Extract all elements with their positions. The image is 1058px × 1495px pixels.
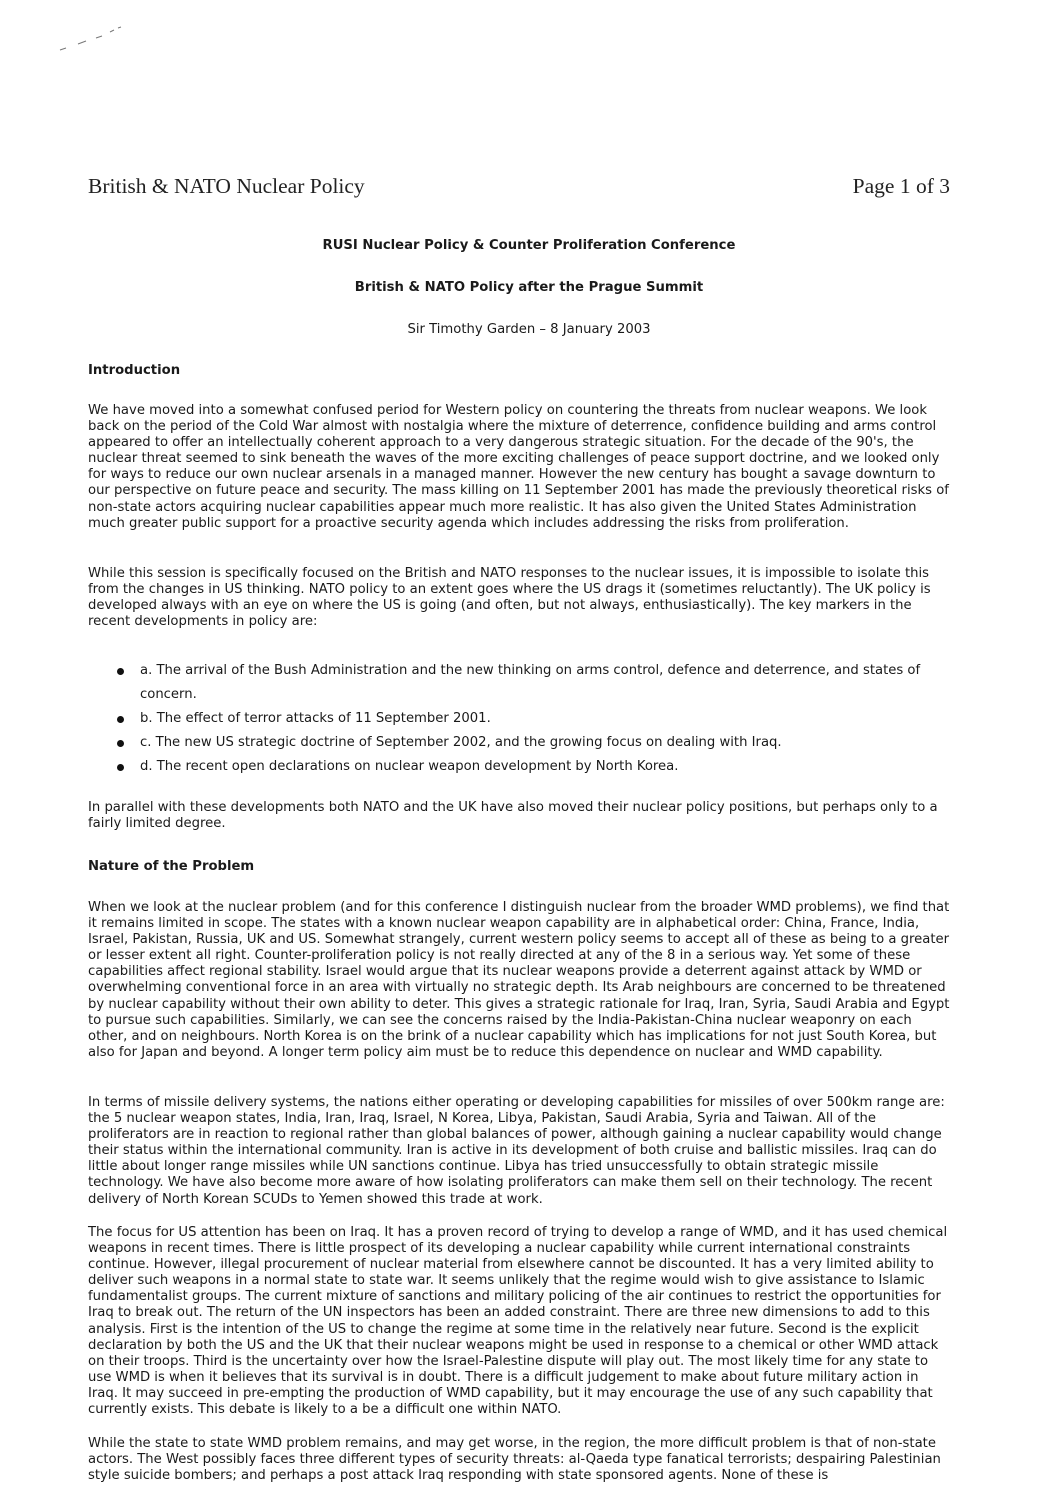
list-item-text: d. The recent open declarations on nuclear weapon development by North Korea. [140, 759, 679, 774]
paragraph-text: In parallel with these developments both NATO and the UK have also moved their nuclear policy positions, but perhaps only to a fairly limited degree. [88, 800, 938, 832]
intro-paragraph-2 [88, 566, 950, 630]
bullet-icon [117, 668, 124, 675]
page-number: Page 1 of 3 [852, 174, 950, 198]
document-header-title: British & NATO Nuclear Policy [88, 174, 365, 198]
list-item [117, 731, 957, 755]
bullet-icon [117, 740, 124, 747]
list-item-text: c. The new US strategic doctrine of September 2002, and the growing focus on dealing with Iraq. [140, 735, 782, 750]
key-markers-list [117, 659, 957, 779]
author-date: Sir Timothy Garden – 8 January 2003 [407, 322, 651, 337]
bullet-icon [117, 764, 124, 771]
list-item [117, 659, 957, 707]
intro-paragraph-3 [88, 800, 950, 832]
paragraph-text: When we look at the nuclear problem (and for this conference I distinguish nuclear from the broader WMD problems), we find that it remains limited in scope. The states with a known nuclear weapon capability are in alphabetical order: China, France, India, Israel, Pakistan, Russia, UK and US. Somewhat strangely, current western policy seems to accept all of these as being to a greater or lesser extent all right. Counter-proliferation policy is not really directed at any of the 8 in a serious way. Yet some of these capabilities affect regional stability. Israel would argue that its nuclear weapons provide a deterrent against attack by WMD or overwhelming conventional force in an area with virtually no strategic depth. Its Arab neighbours are concerned to be threatened by nuclear capability without their own ability to deter. This gives a strategic rationale for Iraq, Iran, Syria, Saudi Arabia and Egypt to pursue such capabilities. Similarly, we can see the concerns raised by the India-Pakistan-China nuclear weaponry on each other, and on neighbours. North Korea is on the brink of a nuclear capability which has implications for not just South Korea, but also for Japan and beyond. A longer term policy aim must be to reduce this dependence on nuclear and WMD capability. [88, 900, 950, 1060]
paragraph-text: While this session is specifically focused on the British and NATO responses to the nuclear issues, it is impossible to isolate this from the changes in US thinking. NATO policy to an extent goes where the US drags it (sometimes reluctantly). The UK policy is developed always with an eye on where the US is going (and often, but not always, enthusiastically). The key markers in the recent developments in policy are: [88, 566, 931, 630]
paragraph-text: The focus for US attention has been on Iraq. It has a proven record of trying to develop a range of WMD, and it has used chemical weapons in recent times. There is little prospect of its developing a nuclear capability while current international constraints continue. However, illegal procurement of nuclear material from elsewhere cannot be discounted. It has a very limited ability to deliver such weapons in a normal state to state war. It seems unlikely that the regime would wish to give assistance to Islamic fundamentalist groups. The current mixture of sanctions and military policing of the air continues to restrict the opportunities for Iraq to break out. The return of the UN inspectors has been an added constraint. There are three new dimensions to add to this analysis. First is the intention of the US to change the regime at some time in the relatively near future. Second is the explicit declaration by both the US and the UK that their nuclear weapons might be used in response to a chemical or other WMD attack on their troops. Third is the uncertainty over how the Israel-Palestine dispute will play out. The most likely time for any state to use WMD is when it believes that its survival is in doubt. There is a difficult judgement to make about future military action in Iraq. It may succeed in pre-empting the production of WMD capability, but it may encourage the use of any such capability that currently exists. This debate is likely to a be a difficult one within NATO. [88, 1225, 948, 1418]
list-item-text: b. The effect of terror attacks of 11 September 2001. [140, 711, 491, 726]
section-heading-nature-of-problem: Nature of the Problem [88, 859, 255, 874]
list-item [117, 707, 957, 731]
paragraph-text: While the state to state WMD problem remains, and may get worse, in the region, the more difficult problem is that of non-state actors. The West possibly faces three different types of security threats: al-Qaeda type fanatical terrorists; despairing Palestinian style suicide bombers; and perhaps a post attack Iraq responding with state sponsored agents. None of these is [88, 1436, 941, 1484]
nature-paragraph-1 [88, 900, 950, 1061]
intro-paragraph-1 [88, 403, 950, 532]
bullet-icon [117, 716, 124, 723]
paragraph-text: We have moved into a somewhat confused period for Western policy on countering the threats from nuclear weapons. We look back on the period of the Cold War almost with nostalgia where the mixture of deterrence, confidence building and arms control appeared to offer an intellectually coherent approach to a very dangerous strategic situation. For the decade of the 90's, the nuclear threat seemed to sink beneath the waves of the more exciting challenges of peace support doctrine, and we looked only for ways to reduce our own nuclear arsenals in a managed manner. However the new century has bought a savage downturn to our perspective on future peace and security. The mass killing on 11 September 2001 has made the previously theoretical risks of non-state actors acquiring nuclear capabilities appear much more realistic. It has also given the United States Administration much greater public support for a proactive security agenda which includes addressing the risks from proliferation. [88, 403, 949, 531]
paper-subtitle: British & NATO Policy after the Prague Summit [354, 280, 704, 295]
paragraph-text: In terms of missile delivery systems, the nations either operating or developing capabilities for missiles of over 500km range are: the 5 nuclear weapon states, India, Iran, Iraq, Israel, N Korea, Libya, Pakistan, Saudi Arabia, Syria and Taiwan. All of the proliferators are in reaction to regional rather than global balances of power, although gaining a nuclear capability would change their status within the international community. Iran is active in its development of both cruise and ballistic missiles. Iraq can do little about longer range missiles while UN sanctions continue. Libya has tried unsuccessfully to obtain strategic missile technology. We have also become more aware of how isolating proliferators can make them sell on their technology. The recent delivery of North Korean SCUDs to Yemen showed this trade at work. [88, 1095, 945, 1207]
list-item [117, 755, 957, 779]
nature-paragraph-2 [88, 1095, 950, 1208]
scan-artifact-mark [58, 26, 128, 56]
section-heading-introduction: Introduction [88, 363, 181, 378]
nature-paragraph-3 [88, 1225, 950, 1418]
conference-title: RUSI Nuclear Policy & Counter Proliferation Conference [322, 238, 736, 253]
nature-paragraph-4 [88, 1436, 950, 1484]
list-item-text: a. The arrival of the Bush Administration and the new thinking on arms control, defence and deterrence, and states of concern. [140, 663, 921, 702]
